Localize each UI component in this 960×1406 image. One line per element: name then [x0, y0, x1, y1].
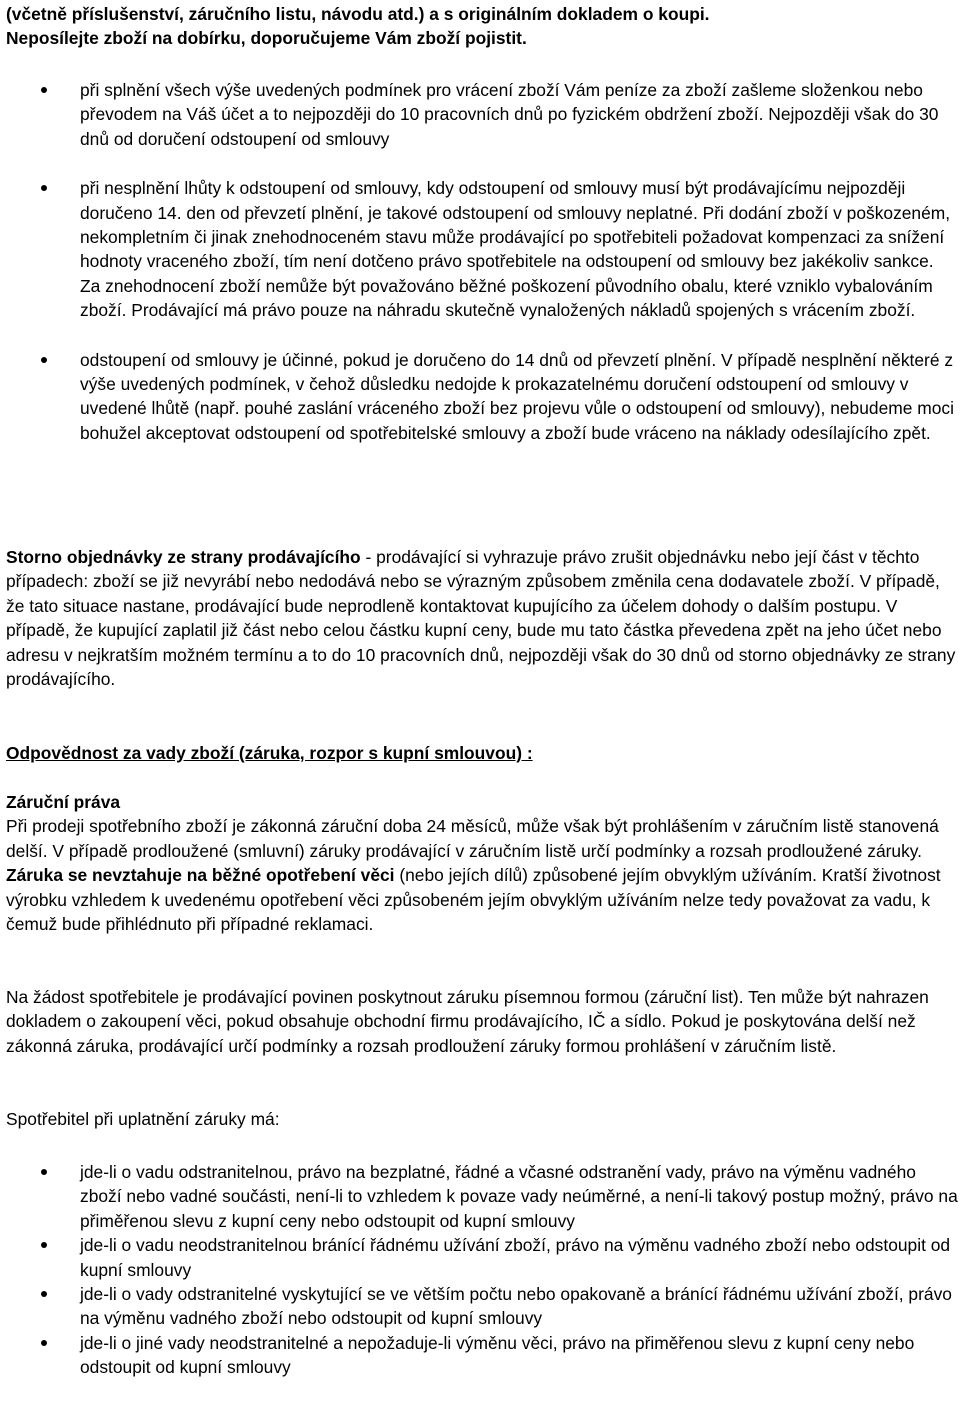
list-item [0, 176, 960, 322]
consumer-lead: Spotřebitel při uplatnění záruky má: [6, 1109, 280, 1129]
storno-heading: Storno objednávky ze strany prodávajícího [6, 547, 361, 567]
bullet-icon [41, 87, 47, 93]
bullet-icon [41, 185, 47, 191]
section-heading: Odpovědnost za vady zboží (záruka, rozpor s kupní smlouvou) : [6, 743, 533, 763]
bullet-icon [41, 357, 47, 363]
bullet-icon [41, 1340, 47, 1346]
list-item [0, 1233, 960, 1282]
list-item [0, 1331, 960, 1380]
bullet-list-bottom [0, 1160, 960, 1380]
intro-line-1: (včetně příslušenství, záručního listu, návodu atd.) a s originálním dokladem o koupi. [6, 4, 710, 24]
bullet-list-top [0, 78, 960, 445]
intro-line-2: Neposílejte zboží na dobírku, doporučujeme Vám zboží pojistit. [6, 28, 527, 49]
list-item-text: odstoupení od smlouvy je účinné, pokud je doručeno do 14 dnů od převzetí plnění. V případě nesplnění některé z výše uvedených podmínek, v čehož důsledku nedojde k prokazatelnému doručení odstoupení od smlouvy v uvedené lhůtě (např. pouhé zaslání vráceného zboží bez projevu vůle o odstoupení od smlouvy), nebudeme moci bohužel akceptovat odstoupení od spotřebitelské smlouvy a zboží bude vráceno na náklady odesílajícího zpět. [80, 349, 954, 443]
storno-text: - prodávající si vyhrazuje právo zrušit objednávku nebo její část v těchto případech: zboží se již nevyrábí nebo nedodává nebo se výrazným způsobem změnila cena dodavatele zboží. V případě, že tato situace nastane, prodávající bude neprodleně kontaktovat kupujícího za účelem dohody o dalším postupu. V případě, že kupující zaplatil již část nebo celou částku kupní ceny, bude mu tato částka převedena zpět na jeho účet nebo adresu v nejkratším možném termínu a to do 10 pracovních dnů, nejpozději však do 30 dnů od storno objednávky ze strany prodávajícího. [6, 547, 956, 690]
warranty-paragraph [6, 790, 958, 936]
request-paragraph: Na žádost spotřebitele je prodávající povinen poskytnout záruku písemnou formou (záruční list). Ten může být nahrazen dokladem o zakoupení věci, pokud obsahuje obchodní firmu prodávajícího, IČ a sídlo. Pokud je poskytována delší než zákonná záruka, prodávající určí podmínky a rozsah prodloužení záruky formou prohlášení v záručním listě. [6, 987, 929, 1056]
list-item-text: jde-li o vady odstranitelné vyskytující se ve větším počtu nebo opakovaně a bránící řádnému užívání zboží, právo na výměnu vadného zboží nebo odstoupit od kupní smlouvy [80, 1284, 952, 1329]
bullet-icon [41, 1242, 47, 1248]
list-item-text: jde-li o jiné vady neodstranitelné a nepožaduje-li výměnu věci, právo na přiměřenou slevu z kupní ceny nebo odstoupit od kupní smlouvy [80, 1332, 915, 1378]
list-item [0, 348, 960, 446]
list-item-text: jde-li o vadu odstranitelnou, právo na bezplatné, řádné a včasné odstranění vady, právo na výměnu vadného zboží nebo vadné součásti, není-li to vzhledem k povaze vady neúměrné, a není-li takový postup možný, právo na přiměřenou slevu z kupní ceny nebo odstoupit od kupní smlouvy [80, 1162, 958, 1231]
list-item [0, 1282, 960, 1331]
warranty-heading: Záruční práva [6, 792, 121, 812]
warranty-bold-part: Záruka se nevztahuje na běžné opotřebení věci [6, 865, 395, 886]
list-item [0, 1160, 960, 1233]
intro-paragraph [6, 2, 958, 51]
list-item-text: při nesplnění lhůty k odstoupení od smlouvy, kdy odstoupení od smlouvy musí být prodávajícímu nejpozději doručeno 14. den od převzetí plnění, je takové odstoupení od smlouvy neplatné. Při dodání zboží v poškozeném, nekompletním či jinak znehodnoceném stavu může prodávající po spotřebiteli požadovat kompenzaci za snížení hodnoty vraceného zboží, tím není dotčeno právo spotřebitele na odstoupení od smlouvy bez jakékoliv sankce. Za znehodnocení zboží nemůže být považováno běžné poškození původního obalu, které vzniklo vybalováním zboží. Prodávající má právo pouze na náhradu skutečně vynaložených nákladů spojených s vrácením zboží. [80, 178, 951, 321]
list-item-text: při splnění všech výše uvedených podmínek pro vrácení zboží Vám peníze za zboží zašleme složenkou nebo převodem na Váš účet a to nejpozději do 10 pracovních dnů po fyzickém obdržení zboží. Nejpozději však do 30 dnů od doručení odstoupení od smlouvy [80, 80, 939, 149]
bullet-icon [41, 1291, 47, 1297]
warranty-text-after: (nebo jejích dílů) způsobené jejím obvyklým užíváním. Kratší životnost výrobku vzhledem k uvedenému opotřebení věci způsobeném jejím obvyklým užíváním nelze tedy považovat za vadu, k čemuž bude přihlédnuto při případné reklamaci. [6, 865, 941, 935]
storno-paragraph [6, 545, 958, 691]
list-item [0, 78, 960, 151]
list-item-text: jde-li o vadu neodstranitelnou bránící řádnému užívání zboží, právo na výměnu vadného zboží nebo odstoupit od kupní smlouvy [80, 1235, 951, 1280]
warranty-text-before: Při prodeji spotřebního zboží je zákonná záruční doba 24 měsíců, může však být prohlášením v záručním listě stanovená delší. V případě prodloužené (smluvní) záruky prodávající v záručním listě určí podmínky a rozsah prodloužené záruky. [6, 816, 939, 861]
bullet-icon [41, 1169, 47, 1175]
